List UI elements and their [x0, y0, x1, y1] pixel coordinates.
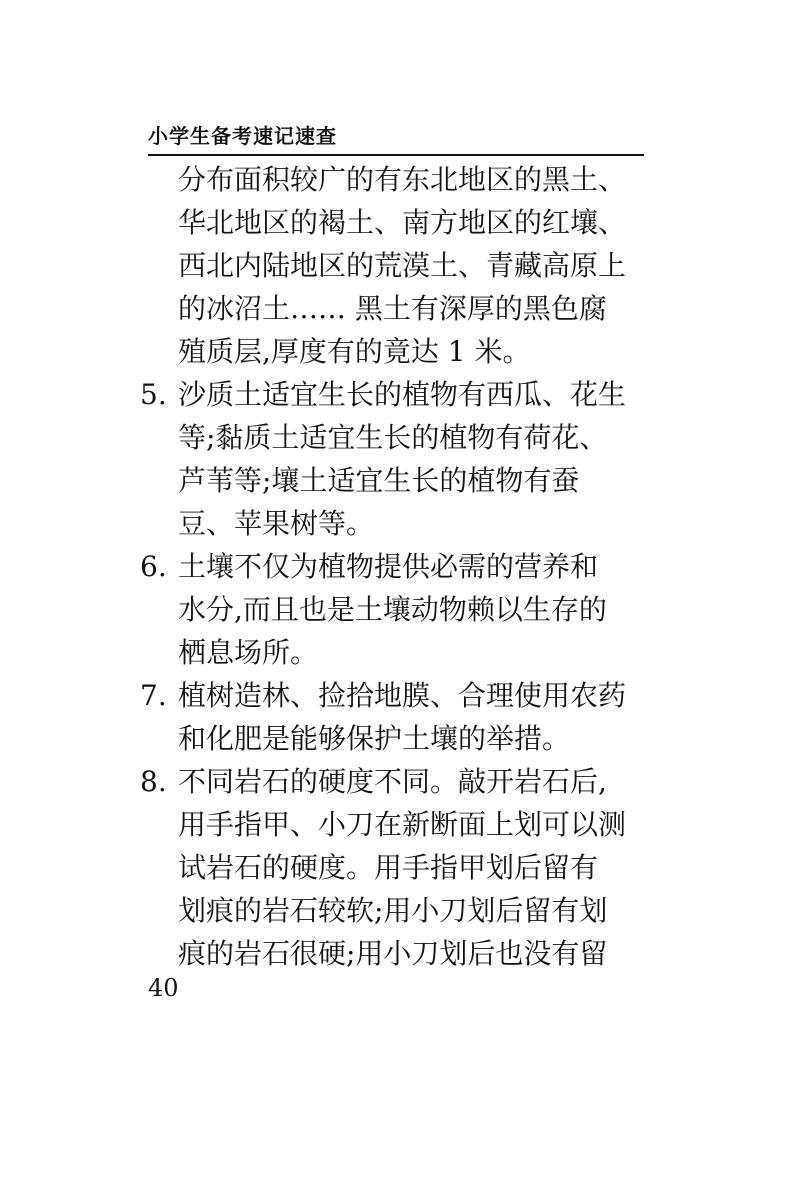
item-number: 7.	[140, 679, 167, 712]
item-line: 不同岩石的硬度不同。敲开岩石后,	[178, 765, 607, 798]
item-line: 痕的岩石很硬;用小刀划后也没有留	[178, 937, 608, 970]
page-number: 40	[148, 974, 179, 1002]
item-line: 芦苇等;壤土适宜生长的植物有蚕	[178, 464, 580, 497]
item-line: 豆、苹果树等。	[178, 507, 375, 540]
text-line	[0, 459, 800, 503]
text-line	[0, 502, 800, 546]
text-line	[0, 889, 800, 933]
item-line: 试岩石的硬度。用手指甲划后留有	[178, 851, 599, 884]
item-line: 用手指甲、小刀在新断面上划可以测	[178, 808, 627, 841]
text-line	[0, 330, 800, 374]
text-line	[0, 158, 800, 202]
item-line: 和化肥是能够保护土壤的举措。	[178, 722, 571, 755]
item-number: 6.	[140, 550, 167, 583]
item-line: 水分,而且也是土壤动物赖以生存的	[178, 593, 607, 626]
text-line	[0, 846, 800, 890]
list-item-6	[0, 545, 800, 589]
list-item-8	[0, 760, 800, 804]
text-line	[0, 287, 800, 331]
item-number: 8.	[140, 765, 167, 798]
text-line	[0, 201, 800, 245]
text-line	[0, 631, 800, 675]
text-line	[0, 588, 800, 632]
item-line: 土壤不仅为植物提供必需的营养和	[178, 550, 599, 583]
continuation-line-4: 的冰沼土…… 黑土有深厚的黑色腐	[178, 292, 607, 325]
item-line: 等;黏质土适宜生长的植物有荷花、	[178, 421, 608, 454]
text-line	[0, 803, 800, 847]
text-line	[0, 244, 800, 288]
text-line	[0, 416, 800, 460]
text-line	[0, 932, 800, 976]
item-number: 5.	[140, 378, 167, 411]
item-line: 沙质土适宜生长的植物有西瓜、花生	[178, 378, 627, 411]
item-line: 植树造林、捡拾地膜、合理使用农药	[178, 679, 627, 712]
continuation-line-3: 西北内陆地区的荒漠土、青藏高原上	[178, 249, 627, 282]
item-line: 栖息场所。	[178, 636, 319, 669]
text-line	[0, 717, 800, 761]
list-item-5	[0, 373, 800, 417]
list-item-7	[0, 674, 800, 718]
continuation-line-1: 分布面积较广的有东北地区的黑土、	[178, 163, 627, 196]
continuation-line-5: 殖质层,厚度有的竟达 1 米。	[178, 335, 531, 368]
item-line: 划痕的岩石较软;用小刀划后留有划	[178, 894, 608, 927]
header-title: 小学生备考速记速查	[148, 124, 337, 148]
running-header	[148, 118, 644, 156]
continuation-line-2: 华北地区的褐土、南方地区的红壤、	[178, 206, 627, 239]
